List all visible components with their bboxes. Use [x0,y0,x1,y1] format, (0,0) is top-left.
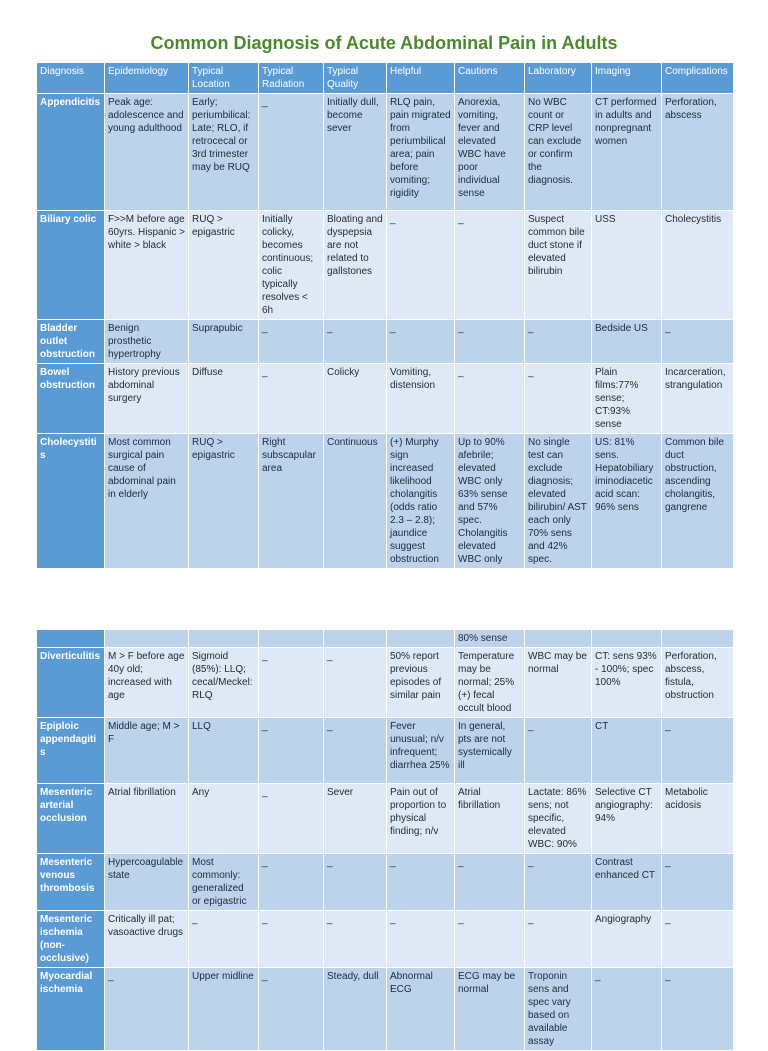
table-cell: _ [525,911,592,968]
diagnosis-cell: Mesenteric arterial occlusion [37,784,105,854]
table-row [37,630,734,648]
table-row [37,968,734,1051]
table-cell: _ [525,320,592,364]
table-cell: Cholecystitis [662,211,734,320]
table-cell: Bedside US [592,320,662,364]
table-cell: _ [259,968,324,1051]
table-cell: US: 81% sens. Hepatobiliary iminodiacetic acid scan: 96% sens [592,434,662,569]
table-cell: Selective CT angiography: 94% [592,784,662,854]
table-cell: Steady, dull [324,968,387,1051]
table-cell: _ [525,718,592,784]
table-cell: _ [259,364,324,434]
table-cell [189,630,259,648]
table-cell: _ [662,911,734,968]
table-cell: Anorexia, vomiting, fever and elevated WBC have poor individual sense [455,94,525,211]
table-cell: _ [387,911,455,968]
table-row [37,364,734,434]
table-row [37,434,734,569]
diagnosis-cell: Bowel obstruction [37,364,105,434]
table-cell: _ [387,320,455,364]
table-cell: Plain films:77% sense; CT:93% sense [592,364,662,434]
table-cell: Initially dull, become sever [324,94,387,211]
table-cell: _ [662,854,734,911]
column-header: Diagnosis [37,63,105,94]
table-cell: RLQ pain, pain migrated from periumbilical area; pain before vomiting; rigidity [387,94,455,211]
table-cell: Colicky [324,364,387,434]
table-cell: Diffuse [189,364,259,434]
table-cell: Fever unusual; n/v infrequent; diarrhea 25% [387,718,455,784]
table-cell: F>>M before age 60yrs. Hispanic > white > black [105,211,189,320]
table-cell: Common bile duct obstruction, ascending cholangitis, gangrene [662,434,734,569]
table-cell: WBC may be normal [525,648,592,718]
table-cell: Contrast enhanced CT [592,854,662,911]
table-cell [662,630,734,648]
table-cell: Metabolic acidosis [662,784,734,854]
diagnosis-table-part-2 [36,629,734,1051]
table-cell: _ [324,320,387,364]
table-cell: RUQ > epigastric [189,434,259,569]
table-cell: _ [259,718,324,784]
diagnosis-cell: Epiploic appendagitis [37,718,105,784]
column-header: Imaging [592,63,662,94]
table-cell [324,630,387,648]
table-cell: _ [525,854,592,911]
column-header: Cautions [455,63,525,94]
column-header: Helpful [387,63,455,94]
diagnosis-cell: Bladder outlet obstruction [37,320,105,364]
table-cell [592,630,662,648]
table-cell: USS [592,211,662,320]
table-cell: ECG may be normal [455,968,525,1051]
table-cell: Perforation, abscess [662,94,734,211]
table-cell [525,630,592,648]
diagnosis-cell: Appendicitis [37,94,105,211]
column-header: Laboratory [525,63,592,94]
table-cell: Pain out of proportion to physical finding; n/v [387,784,455,854]
table-row [37,320,734,364]
table-cell: _ [324,648,387,718]
table-cell: _ [324,854,387,911]
table-cell: _ [455,211,525,320]
table-row [37,211,734,320]
table-cell: Atrial fibrillation [105,784,189,854]
table-cell: _ [592,968,662,1051]
table-cell: _ [189,911,259,968]
table-cell: _ [455,854,525,911]
column-header: Typical Location [189,63,259,94]
table-cell: _ [259,854,324,911]
diagnosis-cell: Biliary colic [37,211,105,320]
table-cell: Up to 90% afebrile; elevated WBC only 63% sense and 57% spec. Cholangitis elevated WBC only [455,434,525,569]
table-cell: No single test can exclude diagnosis; elevated bilirubin/ AST each only 70% sens and 42% spec. [525,434,592,569]
table-cell: Angiography [592,911,662,968]
table-cell: In general, pts are not systemically ill [455,718,525,784]
table-cell: _ [455,364,525,434]
table-cell [105,630,189,648]
table-cell: Troponin sens and spec vary based on available assay [525,968,592,1051]
table-cell: Continuous [324,434,387,569]
table-cell: (+) Murphy sign increased likelihood cholangitis (odds ratio 2.3 – 2.8); jaundice suggest obstruction [387,434,455,569]
table-cell: Incarceration, strangulation [662,364,734,434]
table-cell: _ [662,718,734,784]
table-row [37,854,734,911]
table-cell: Upper midline [189,968,259,1051]
table-cell: 50% report previous episodes of similar pain [387,648,455,718]
table-row [37,94,734,211]
table-row [37,648,734,718]
table-cell: Abnormal ECG [387,968,455,1051]
table-row [37,911,734,968]
table-cell: Perforation, abscess, fistula, obstruction [662,648,734,718]
table-cell: Benign prosthetic hypertrophy [105,320,189,364]
table-cell: Hypercoagulable state [105,854,189,911]
table-cell: CT performed in adults and nonpregnant women [592,94,662,211]
table-cell: 80% sense [455,630,525,648]
table-cell: LLQ [189,718,259,784]
diagnosis-cell [37,630,105,648]
table-cell: _ [259,320,324,364]
diagnosis-cell: Mesenteric ischemia (non-occlusive) [37,911,105,968]
table-cell: _ [387,211,455,320]
table-cell: No WBC count or CRP level can exclude or confirm the diagnosis. [525,94,592,211]
table-cell: Middle age; M > F [105,718,189,784]
table-cell: _ [324,911,387,968]
table-cell: CT: sens 93% - 100%; spec 100% [592,648,662,718]
table-cell: Sever [324,784,387,854]
table-row [37,718,734,784]
table-cell: Critically ill pat; vasoactive drugs [105,911,189,968]
table-cell: RUQ > epigastric [189,211,259,320]
table-cell: Peak age: adolescence and young adulthood [105,94,189,211]
table-cell: Temperature may be normal; 25% (+) fecal occult blood [455,648,525,718]
table-cell: History previous abdominal surgery [105,364,189,434]
diagnosis-cell: Diverticulitis [37,648,105,718]
table-header-row [37,63,734,94]
column-header: Typical Radiation [259,63,324,94]
table-cell: _ [455,320,525,364]
table-cell [259,630,324,648]
table-cell: Initially colicky, becomes continuous; colic typically resolves < 6h [259,211,324,320]
table-cell: _ [259,648,324,718]
table-cell: Most common surgical pain cause of abdominal pain in elderly [105,434,189,569]
table-row [37,784,734,854]
table-cell: CT [592,718,662,784]
diagnosis-cell: Myocardial ischemia [37,968,105,1051]
table-cell [387,630,455,648]
table-cell: _ [662,968,734,1051]
diagnosis-cell: Mesenteric venous thrombosis [37,854,105,911]
diagnosis-table-part-1 [36,62,734,569]
column-header: Typical Quality [324,63,387,94]
table-cell: Most commonly: generalized or epigastric [189,854,259,911]
table-cell: _ [525,364,592,434]
table-cell: Lactate: 86% sens; not specific, elevated WBC: 90% [525,784,592,854]
table-cell: Atrial fibrillation [455,784,525,854]
diagnosis-cell: Cholecystitis [37,434,105,569]
table-cell: Sigmoid (85%): LLQ; cecal/Meckel: RLQ [189,648,259,718]
table-cell: _ [259,94,324,211]
table-cell: Suprapubic [189,320,259,364]
table-cell: Right subscapular area [259,434,324,569]
table-cell: _ [455,911,525,968]
table-cell: _ [387,854,455,911]
table-cell: _ [259,911,324,968]
table-cell: M > F before age 40y old; increased with age [105,648,189,718]
table-cell: _ [105,968,189,1051]
table-cell: Vomiting, distension [387,364,455,434]
page-title: Common Diagnosis of Acute Abdominal Pain in Adults [150,33,618,53]
table-cell: Suspect common bile duct stone if elevated bilirubin [525,211,592,320]
table-cell: _ [324,718,387,784]
table-cell: Early; periumbilical: Late; RLO, if retrocecal or 3rd trimester may be RUQ [189,94,259,211]
table-cell: _ [662,320,734,364]
table-cell: Bloating and dyspepsia are not related to gallstones [324,211,387,320]
column-header: Epidemiology [105,63,189,94]
table-cell: Any [189,784,259,854]
column-header: Complications [662,63,734,94]
table-cell: _ [259,784,324,854]
